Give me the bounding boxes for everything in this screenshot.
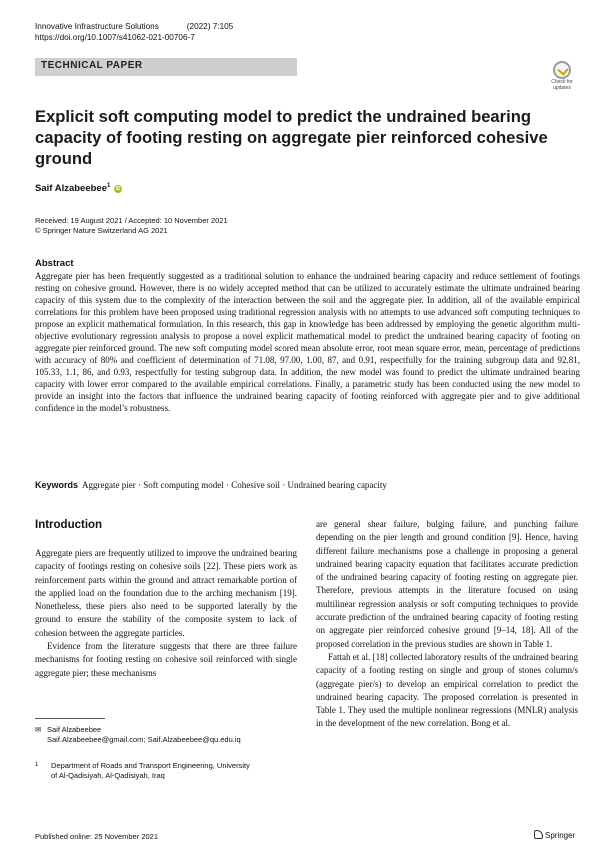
- springer-horse-icon: [534, 830, 543, 839]
- published-online: Published online: 25 November 2021: [35, 832, 158, 841]
- author-emails[interactable]: Saif.Alzabeebee@gmail.com; Saif.Alzabeebee@qu.edu.iq: [47, 735, 241, 745]
- corresponding-author: Saif Alzabeebee: [47, 725, 102, 734]
- keywords-list: Aggregate pier · Soft computing model · Cohesive soil · Undrained bearing capacity: [82, 480, 387, 490]
- copyright: © Springer Nature Switzerland AG 2021: [35, 226, 168, 235]
- intro-paragraph-3: are general shear failure, bulging failure, and punching failure depending on the pier length and ground condition [9]. Hence, having different failure mechanisms pose a challenge in proposing a general undrained bearing capacity equation that facilitates accurate prediction of the undrained bearing capacity of footing resting on aggregate pier. Therefore, previous attempts in the literature focused on using multilinear regression analysis or soft computing techniques to provide accurate prediction of the undrained bearing capacity of footing resting on aggregate pier reinforced cohesive ground [9–14, 18]. All of the proposed correlation in the previous studies are shown in Table 1.: [316, 519, 578, 649]
- orcid-icon[interactable]: iD: [115, 186, 121, 193]
- intro-paragraph-2: Evidence from the literature suggests that there are three failure mechanisms for footing resting on cohesive soil reinforced with single aggregate pier; these mechanisms: [35, 641, 297, 678]
- publisher-name: Springer: [545, 831, 576, 840]
- affiliation-line-2: of Al-Qadisiyah, Al-Qadisiyah, Iraq: [51, 771, 165, 781]
- received-accepted: Received: 19 August 2021 / Accepted: 10 November 2021: [35, 216, 228, 225]
- article-dates: [35, 216, 228, 236]
- publisher-logo: [534, 830, 575, 840]
- author-affil-mark: 1: [106, 183, 111, 189]
- abstract-text: Aggregate pier has been frequently suggested as a traditional solution to enhance the undrained bearing capacity and reduce settlement of footings resting on cohesive ground. However, there is no widely accepted method that can be utilized to accurately estimate the ultimate undrained bearing capacity of this system due to the complexity of the interaction between the soil and the aggregate pier. In addition, all of the available empirical correlations for this problem have been proposed using traditional regression analysis with no attempts to use advanced soft computing techniques to propose an explicit mathematical formulation. In this research, this gap in knowledge has been addressed by employing the genetic algorithm multi-objective evolutionary regression analysis to propose a novel explicit mathematical model to predict the undrained bearing capacity of footing on aggregate pier reinforced ground. The new soft computing model scored mean absolute error, root mean square error, mean, percentage of predictions with accuracy of 80% and coefficient of determination of 71.08, 97.00, 1.00, 87, and 0.91, respectfully for the training subgroup data and 92.81, 105.33, 1.1, 86, and 0.93, respectfully for testing subgroup data. In addition, the new model was found to predict the ultimate undrained bearing capacity with lower error compared to the available empirical correlations. Finally, a parametric study has been conducted using the new model to provide an insight into the factors that influence the undrained bearing capacity of footing reinforced with aggregate pier and to give additional confidence in the model’s robustness.: [35, 271, 580, 413]
- doi-link[interactable]: https://doi.org/10.1007/s41062-021-00706-7: [35, 33, 195, 42]
- introduction-heading: Introduction: [35, 519, 103, 531]
- check-updates-icon: [553, 61, 571, 79]
- affiliation-line-1: Department of Roads and Transport Engineering, University: [51, 761, 250, 770]
- affiliation-number: 1: [35, 762, 39, 768]
- footnote-rule: [35, 718, 105, 719]
- left-column: [35, 547, 297, 680]
- article-type-label: TECHNICAL PAPER: [41, 60, 143, 71]
- journal-header: [35, 21, 261, 32]
- journal-issue: (2022) 7:105: [186, 22, 234, 31]
- intro-paragraph-4: Fattah et al. [18] collected laboratory results of the undrained bearing capacity of a footing resting on single and group of stones column/s (aggregate pier/s) to develop an empirical correlation to predict the undrained bearing capacity. The proposed correlation is presented in Table 1. They used the multiple nonlinear regressions (MNLR) analysis in the development of the new correlation. Bong et al.: [316, 651, 578, 729]
- affiliation: [35, 760, 297, 782]
- abstract-heading: Abstract: [35, 258, 74, 269]
- right-column: [316, 518, 578, 731]
- badge-line-2: updates: [553, 84, 571, 91]
- keywords-label: Keywords: [35, 480, 79, 490]
- correspondence: [35, 725, 297, 746]
- paper-title: Explicit soft computing model to predict the undrained bearing capacity of footing resting on aggregate pier reinforced cohesive ground: [35, 107, 548, 168]
- keywords: [35, 480, 387, 490]
- badge-line-1: Check for: [551, 79, 573, 85]
- journal-name: Innovative Infrastructure Solutions: [35, 22, 159, 31]
- intro-paragraph-1: Aggregate piers are frequently utilized to improve the undrained bearing capacity of footings resting on cohesive soils [22]. These piers work as reinforcement parts within the ground and attract remarkable portion of the applied load on the foundation due to the arching mechanism [19]. Nonetheless, these piers also need to be supported laterally by the ground to ensure the stability of the composite system to lack of cohesion between the aggregate particles.: [35, 548, 297, 638]
- check-for-updates-badge[interactable]: [547, 61, 577, 93]
- author-name[interactable]: Saif Alzabeebee: [35, 183, 107, 195]
- author-line: [35, 183, 122, 194]
- envelope-icon: ✉: [35, 725, 42, 734]
